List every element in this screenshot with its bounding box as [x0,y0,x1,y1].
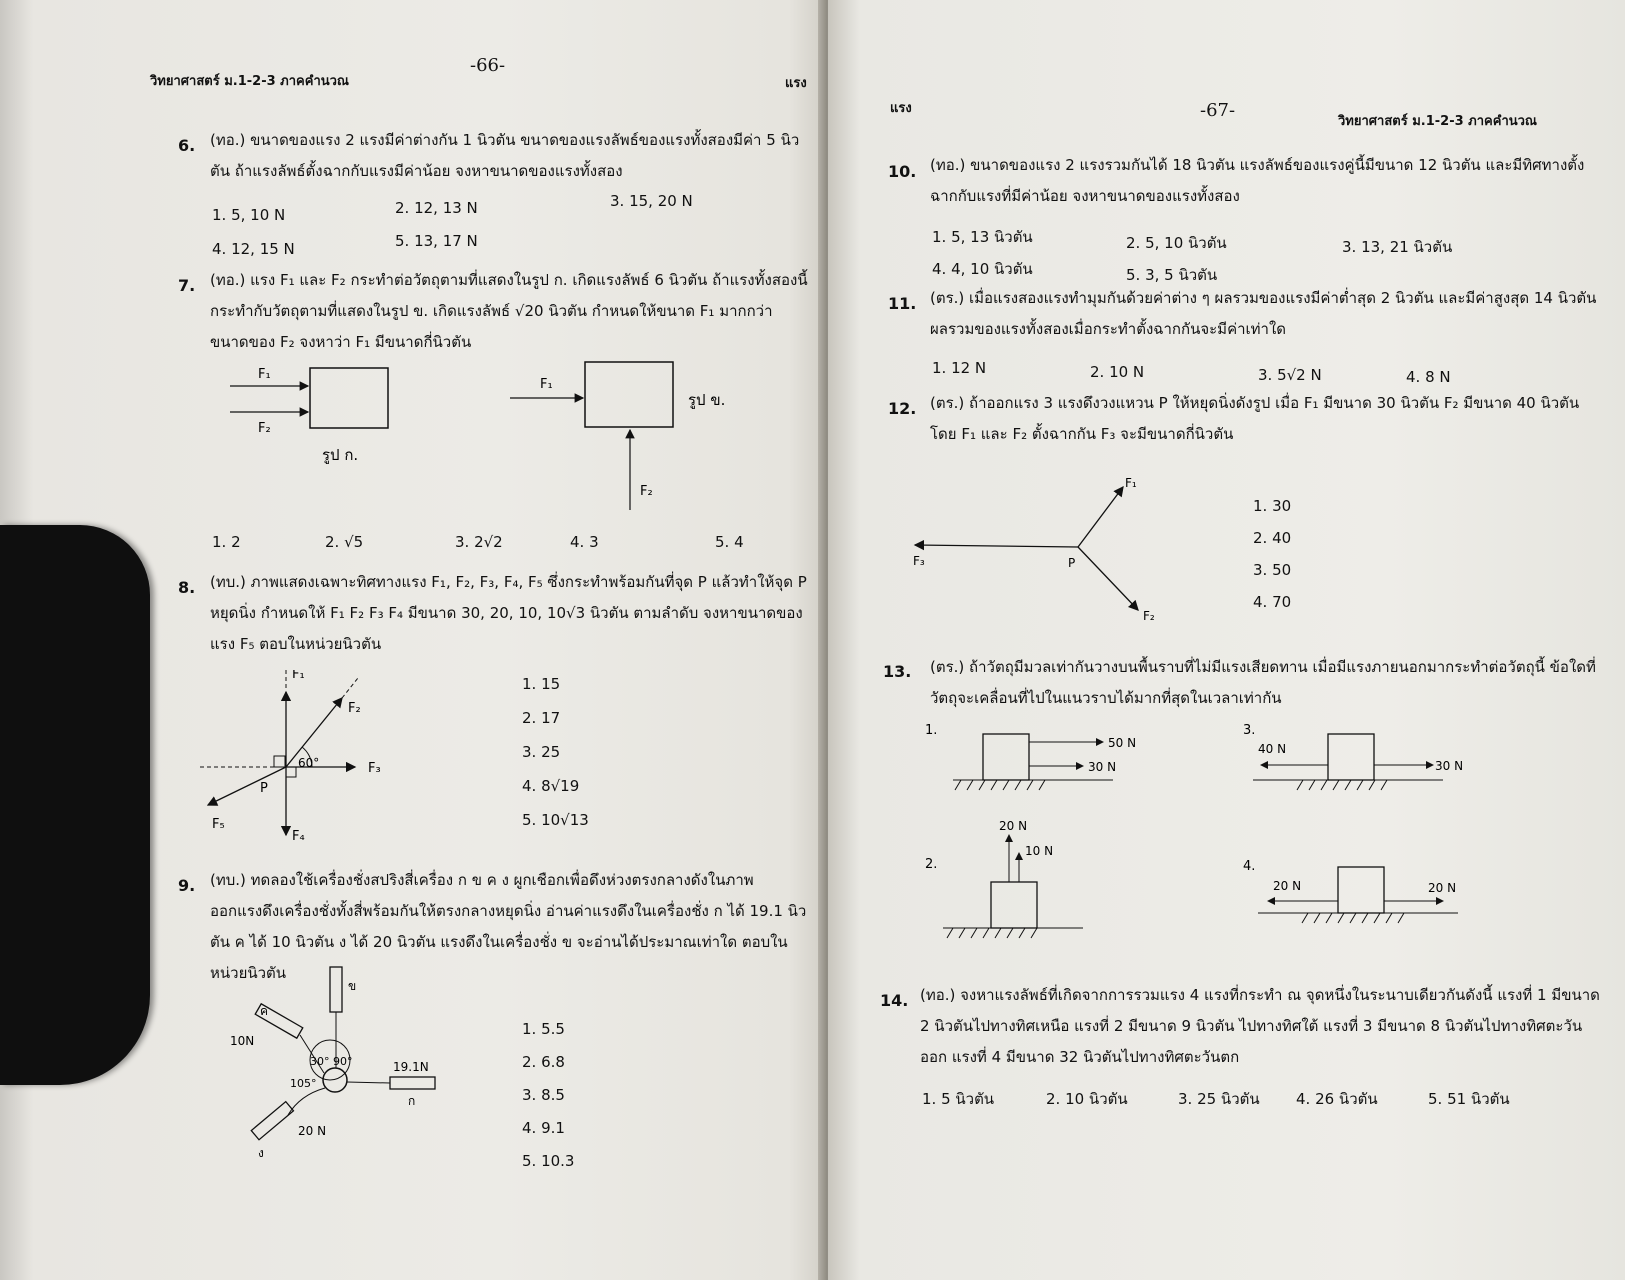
option: 3. 50 [1253,561,1292,579]
option: 3. 13, 21 นิวตัน [1342,238,1453,256]
option: 5. 51 นิวตัน [1428,1090,1510,1108]
question-number: 11. [888,294,917,313]
option: 4. 9.1 [522,1119,565,1137]
question-number: 7. [178,276,196,295]
label-10n: 10N [230,1034,255,1048]
option-number: 3. [1243,723,1256,738]
question-text: (ตร.) เมื่อแรงสองแรงทำมุมกันด้วยค่าต่าง ๆ ผลรวมของแรงมีค่าต่ำสุด 2 นิวตัน และมีค่าสูงสุด 14 นิวตัน ผลรวมของแรงทั้งสองเมื่อกระทำตั้งฉากกันจะมีค่าเท่าใด [930,289,1597,338]
label-angle-30: 30° [310,1055,330,1068]
question-number: 9. [178,876,196,895]
label-p: P [1068,556,1076,570]
page-number: -66- [470,55,506,76]
option: 2. 10 นิวตัน [1046,1090,1128,1108]
question-text: (ตร.) ถ้าวัตถุมีมวลเท่ากันวางบนพื้นราบที่ไม่มีแรงเสียดทาน เมื่อมีแรงภายนอกมากระทำต่อวัตถุนี้ ข้อใดที่วัตถุจะเคลื่อนที่ไปในแนวราบได้มากที่สุดในเวลาเท่ากัน [930,658,1596,707]
option: 1. 5.5 [522,1020,565,1038]
figure-q9 [230,965,470,1165]
option: 2. 12, 13 N [395,199,478,217]
option: 5. 10√13 [522,811,589,829]
option: 1. 5 นิวตัน [922,1090,995,1108]
option: 3. 2√2 [455,533,503,551]
question-text: (ทบ.) ภาพแสดงเฉพาะทิศทางแรง F₁, F₂, F₃, F₄, F₅ ซึ่งกระทำพร้อมกันที่จุด P แล้วทำให้จุด P หยุดนิ่ง กำหนดให้ F₁ F₂ F₃ F₄ มีขนาด 30, 20, 10, 10√3 นิวตัน ตามลำดับ จงหาขนาดของแรง F₅ ตอบในหน่วยนิวตัน [210,573,807,653]
option-number: 1. [925,723,938,738]
label-kho2: ค [260,1004,269,1018]
label-20n: 20 N [298,1124,327,1138]
label-f2: F₂ [258,421,271,436]
label-f1: F₁ [292,670,305,682]
option: 3. 8.5 [522,1086,565,1104]
force-label: 50 N [1108,736,1137,750]
option: 1. 30 [1253,497,1292,515]
option: 4. 70 [1253,593,1292,611]
page-number: -67- [1200,100,1236,121]
option: 2. 10 N [1090,363,1145,381]
header-subject: วิทยาศาสตร์ ม.1-2-3 ภาคคำนวณ [150,74,349,89]
question-number: 10. [888,162,917,181]
option: 4. 12, 15 N [212,240,295,258]
option: 3. 15, 20 N [610,192,693,210]
header-topic: แรง [890,101,912,116]
question-number: 14. [880,991,909,1010]
header-topic: แรง [785,76,807,91]
question-number: 8. [178,578,196,597]
label-f3: F₃ [368,761,381,776]
option-number: 2. [925,857,938,872]
option: 4. 26 นิวตัน [1296,1090,1378,1108]
label-f3: F₃ [913,554,925,568]
option: 4. 8 N [1406,368,1451,386]
question-number: 6. [178,136,196,155]
question-text: (ทอ.) ขนาดของแรง 2 แรงมีค่าต่างกัน 1 นิวตัน ขนาดของแรงลัพธ์ของแรงทั้งสองมีค่า 5 นิวตัน ถ้าแรงลัพธ์ตั้งฉากกับแรงมีค่าน้อย จงหาขนาดของแรงทั้งสอง [210,131,800,180]
option: 5. 3, 5 นิวตัน [1126,266,1218,284]
label-p: P [260,781,268,796]
figure-q13 [913,720,1553,950]
question-number: 12. [888,399,917,418]
label-angle-105: 105° [290,1077,317,1090]
question-text: (ทอ.) ขนาดของแรง 2 แรงรวมกันได้ 18 นิวตัน แรงลัพธ์ของแรงคู่นี้มีขนาด 12 นิวตัน และมีทิศทางตั้งฉากกับแรงที่มีค่าน้อย จงหาขนาดของแรงทั้งสอง [930,156,1585,205]
label-ko: ก [408,1094,416,1108]
figure-q12 [913,475,1193,625]
option: 1. 5, 10 N [212,206,286,224]
option: 3. 5√2 N [1258,366,1322,384]
option: 3. 25 [522,743,561,761]
header-subject: วิทยาศาสตร์ ม.1-2-3 ภาคคำนวณ [1338,114,1537,129]
label-f2: F₂ [348,701,361,716]
option: 2. 6.8 [522,1053,565,1071]
caption-b: รูป ข. [688,391,726,409]
question-text: (ทอ.) แรง F₁ และ F₂ กระทำต่อวัตถุตามที่แสดงในรูป ก. เกิดแรงลัพธ์ 6 นิวตัน ถ้าแรงทั้งสองนี้กระทำกับวัตถุตามที่แสดงในรูป ข. เกิดแรงลัพธ์ √20 นิวตัน กำหนดให้ขนาด F₁ มากกว่าขนาดของ F₂ จงหาว่า F₁ มีขนาดกี่นิวตัน [210,271,808,351]
label-f5: F₅ [212,817,225,832]
label-f1: F₁ [1125,476,1137,490]
force-label: 30 N [1435,759,1464,773]
force-label: 20 N [1273,879,1302,893]
figure-q7 [230,360,750,520]
option: 4. 8√19 [522,777,580,795]
figure-a [230,367,388,464]
option-3-diagram [1243,723,1463,790]
option-1-diagram [925,723,1136,790]
option: 1. 2 [212,533,241,551]
label-f1: F₁ [540,377,553,392]
figure-q8 [190,670,420,860]
force-label: 30 N [1088,760,1117,774]
option: 2. 5, 10 นิวตัน [1126,234,1227,252]
option: 2. 40 [1253,529,1292,547]
question-text: (ตร.) ถ้าออกแรง 3 แรงดึงวงแหวน P ให้หยุดนิ่งดังรูป เมื่อ F₁ มีขนาด 30 นิวตัน F₂ มีขนาด 40 นิวตัน โดย F₁ และ F₂ ตั้งฉากกัน F₃ จะมีขนาดกี่นิวตัน [930,394,1580,443]
force-label: 20 N [999,819,1028,833]
option: 1. 5, 13 นิวตัน [932,228,1033,246]
option-4-diagram [1243,859,1458,923]
option: 2. 17 [522,709,561,727]
option: 4. 4, 10 นิวตัน [932,260,1033,278]
label-f4: F₄ [292,829,305,844]
option: 2. √5 [325,533,364,551]
label-f2: F₂ [1143,609,1155,623]
label-angle: 60° [298,756,320,770]
option: 3. 25 นิวตัน [1178,1090,1260,1108]
label-f2: F₂ [640,484,653,499]
label-f1: F₁ [258,367,271,382]
option: 1. 12 N [932,359,987,377]
question-text: (ทบ.) ทดลองใช้เครื่องชั่งสปริงสี่เครื่อง ก ข ค ง ผูกเชือกเพื่อดึงห่วงตรงกลางดังในภาพ ออกแรงดึงเครื่องชั่งทั้งสี่พร้อมกันให้ตรงกลางหยุดนิ่ง อ่านค่าแรงดึงในเครื่องชั่ง ก ได้ 19.1 นิวตัน ค ได้ 10 นิวตัน ง ได้ 20 นิวตัน แรงดึงในเครื่องชั่ง ข จะอ่านได้ประมาณเท่าใด ตอบในหน่วยนิวตัน [210,871,807,982]
label-angle-90: 90° [333,1055,353,1068]
option: 4. 3 [570,533,599,551]
force-label: 40 N [1258,742,1287,756]
option: 5. 10.3 [522,1152,575,1170]
figure-b [510,362,725,510]
label-19-1n: 19.1N [393,1060,429,1074]
force-label: 10 N [1025,844,1054,858]
right-page [828,0,1625,1280]
force-label: 20 N [1428,881,1457,895]
question-text: (ทอ.) จงหาแรงลัพธ์ที่เกิดจากการรวมแรง 4 แรงที่กระทำ ณ จุดหนึ่งในระนาบเดียวกันดังนี้ แรงที่ 1 มีขนาด 2 นิวตันไปทางทิศเหนือ แรงที่ 2 มีขนาด 9 นิวตัน ไปทางทิศใต้ แรงที่ 3 มีขนาด 8 นิวตันไปทางทิศตะวันออก แรงที่ 4 มีขนาด 32 นิวตันไปทางทิศตะวันตก [920,986,1600,1066]
thumb-shadow [0,525,150,1085]
option-2-diagram [925,819,1083,938]
question-number: 13. [883,662,912,681]
option: 1. 15 [522,675,561,693]
label-ngo: ง [258,1146,264,1160]
caption-a: รูป ก. [322,446,359,464]
option: 5. 13, 17 N [395,232,478,250]
option: 5. 4 [715,533,744,551]
option-number: 4. [1243,859,1256,874]
label-kho: ข [348,979,357,993]
